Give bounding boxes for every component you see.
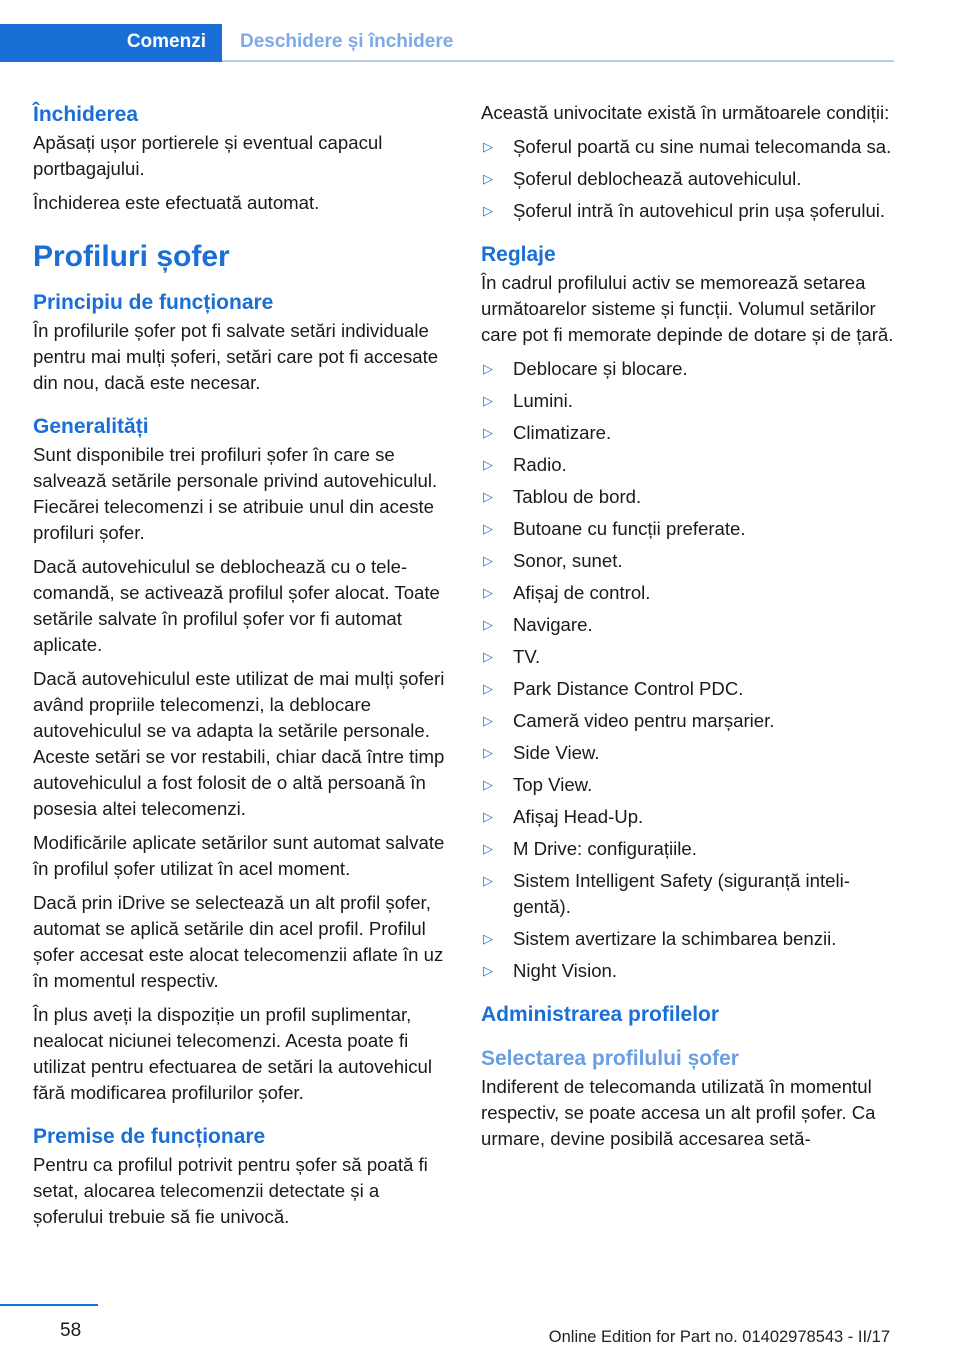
list-item-text: Butoane cu funcții preferate. — [513, 518, 746, 539]
tab-deschidere-inchidere[interactable]: Deschidere și închidere — [240, 31, 454, 52]
paragraph: Dacă autovehiculul se deblochează cu o telecomandă, se activează profilul șofer alocat. Toate setările salvate în profilul șofer vor fi automat aplicate. — [33, 556, 440, 655]
footer-rule — [0, 1304, 98, 1306]
list-item — [481, 484, 899, 510]
list-item-text: Sistem Intelligent Safety (siguranță inteligentă). — [513, 870, 850, 917]
list-item — [481, 836, 899, 862]
list-item-text: Park Distance Control PDC. — [513, 678, 744, 699]
list-item-text: Top View. — [513, 774, 593, 795]
edition-footer: Online Edition for Part no. 01402978543 - II/17 — [548, 1328, 890, 1346]
list-item — [481, 804, 899, 830]
list-item-text: Șoferul intră în autovehicul prin ușa șoferului. — [513, 200, 886, 221]
right-column — [481, 100, 899, 1160]
paragraph: Apăsați ușor portierele și eventual capacul portbagajului. — [33, 132, 383, 179]
triangle-bullet-icon: ▷ — [483, 171, 493, 186]
list-item-text: Lumini. — [513, 390, 573, 411]
triangle-bullet-icon: ▷ — [483, 361, 493, 376]
list-item-text: Climatizare. — [513, 422, 612, 443]
triangle-bullet-icon: ▷ — [483, 203, 493, 218]
list-item-text: Șoferul poartă cu sine numai telecomanda sa. — [513, 136, 892, 157]
list-item-text: M Drive: configurațiile. — [513, 838, 697, 859]
list-item — [481, 198, 899, 224]
list-item — [481, 868, 899, 920]
triangle-bullet-icon: ▷ — [483, 457, 493, 472]
list-item-text: Night Vision. — [513, 960, 618, 981]
heading-generalitati: Generalități — [33, 415, 149, 438]
triangle-bullet-icon: ▷ — [483, 809, 493, 824]
triangle-bullet-icon: ▷ — [483, 873, 493, 888]
triangle-bullet-icon: ▷ — [483, 931, 493, 946]
triangle-bullet-icon: ▷ — [483, 139, 493, 154]
paragraph: În profilurile șofer pot fi salvate setări individuale pentru mai mulți șoferi, setări care pot fi accesate din nou, dacă este necesar. — [33, 320, 439, 393]
list-item — [481, 612, 899, 638]
list-item — [481, 388, 899, 414]
heading-reglaje: Reglaje — [481, 243, 556, 266]
heading-selectarea: Selectarea profilului șofer — [481, 1047, 739, 1070]
list-item — [481, 740, 899, 766]
triangle-bullet-icon: ▷ — [483, 777, 493, 792]
triangle-bullet-icon: ▷ — [483, 617, 493, 632]
list-item — [481, 166, 899, 192]
paragraph: Pentru ca profilul potrivit pentru șofer să poată fi setat, alocarea telecomenzii detectate și a șoferului trebuie să fie univocă. — [33, 1154, 428, 1227]
list-item-text: Afișaj Head-Up. — [513, 806, 644, 827]
triangle-bullet-icon: ▷ — [483, 649, 493, 664]
triangle-bullet-icon: ▷ — [483, 841, 493, 856]
triangle-bullet-icon: ▷ — [483, 489, 493, 504]
heading-administrarea: Administrarea profilelor — [481, 1003, 720, 1026]
settings-list — [481, 356, 899, 984]
list-item — [481, 420, 899, 446]
triangle-bullet-icon: ▷ — [483, 681, 493, 696]
list-item-text: Cameră video pentru marșarier. — [513, 710, 775, 731]
heading-profiluri-sofer: Profiluri șofer — [33, 240, 230, 273]
list-item — [481, 580, 899, 606]
tab-comenzi[interactable] — [0, 24, 222, 62]
list-item-text: Șoferul deblochează autovehiculul. — [513, 168, 802, 189]
heading-inchiderea: Închiderea — [33, 103, 139, 126]
list-item-text: Sistem avertizare la schimbarea benzii. — [513, 928, 837, 949]
triangle-bullet-icon: ▷ — [483, 585, 493, 600]
conditions-list — [481, 134, 899, 224]
list-item — [481, 452, 899, 478]
heading-principiu: Principiu de funcționare — [33, 291, 274, 314]
list-item — [481, 958, 899, 984]
tab-comenzi-label: Comenzi — [126, 31, 206, 52]
triangle-bullet-icon: ▷ — [483, 963, 493, 978]
list-item — [481, 644, 899, 670]
header-bar — [0, 0, 960, 62]
list-item-text: Tablou de bord. — [513, 486, 642, 507]
paragraph: Această univocitate există în următoarele condiții: — [481, 102, 890, 123]
triangle-bullet-icon: ▷ — [483, 713, 493, 728]
list-item-text: Navigare. — [513, 614, 593, 635]
paragraph: Dacă autovehiculul este utilizat de mai mulți șoferi având propriile telecomenzi, la deblocare autovehiculul se va adapta la setările personale. Aceste setări se vor restabili, chiar dacă între timp autovehiculul a fost folosit de o altă persoană în posesia altei telecomenzi. — [33, 668, 445, 819]
triangle-bullet-icon: ▷ — [483, 521, 493, 536]
list-item-text: Sonor, sunet. — [513, 550, 623, 571]
left-column — [33, 100, 451, 1238]
list-item — [481, 516, 899, 542]
paragraph: În cadrul profilului activ se memorează setarea următoarelor sisteme și funcții. Volumul setărilor care pot fi memorate depinde de dotare și de țară. — [481, 272, 894, 345]
list-item — [481, 926, 899, 952]
triangle-bullet-icon: ▷ — [483, 393, 493, 408]
list-item — [481, 356, 899, 382]
list-item — [481, 676, 899, 702]
list-item-text: Side View. — [513, 742, 600, 763]
triangle-bullet-icon: ▷ — [483, 745, 493, 760]
heading-premise: Premise de funcționare — [33, 1125, 266, 1148]
paragraph: Indiferent de telecomanda utilizată în momentul respectiv, se poate accesa un alt profil șofer. Ca urmare, devine posibilă accesarea setă- — [481, 1076, 876, 1149]
triangle-bullet-icon: ▷ — [483, 425, 493, 440]
header-rule — [222, 60, 894, 62]
list-item-text: Afișaj de control. — [513, 582, 651, 603]
list-item — [481, 708, 899, 734]
list-item — [481, 134, 899, 160]
list-item-text: TV. — [513, 646, 541, 667]
paragraph: În plus aveți la dispoziție un profil suplimentar, nealocat niciunei telecomenzi. Acesta poate fi utilizat pentru efectuarea de setări la autovehicul fără modificarea profilurilor șofer. — [33, 1004, 432, 1103]
list-item-text: Radio. — [513, 454, 567, 475]
paragraph: Sunt disponibile trei profiluri șofer în care se salvează setările personale privind autovehiculul. Fiecărei telecomenzi i se atribuie unul din aceste profiluri șofer. — [33, 444, 438, 543]
list-item — [481, 772, 899, 798]
paragraph: Dacă prin iDrive se selectează un alt profil șofer, automat se aplică setările din acel profil. Profilul șofer accesat este alocat telecomenzii aflate în uz în momentul respectiv. — [33, 892, 444, 991]
triangle-bullet-icon: ▷ — [483, 553, 493, 568]
page-number: 58 — [60, 1320, 82, 1341]
list-item-text: Deblocare și blocare. — [513, 358, 688, 379]
paragraph: Modificările aplicate setărilor sunt automat salvate în profilul șofer utilizat în acel moment. — [33, 832, 445, 879]
paragraph: Închiderea este efectuată automat. — [33, 192, 320, 213]
list-item — [481, 548, 899, 574]
